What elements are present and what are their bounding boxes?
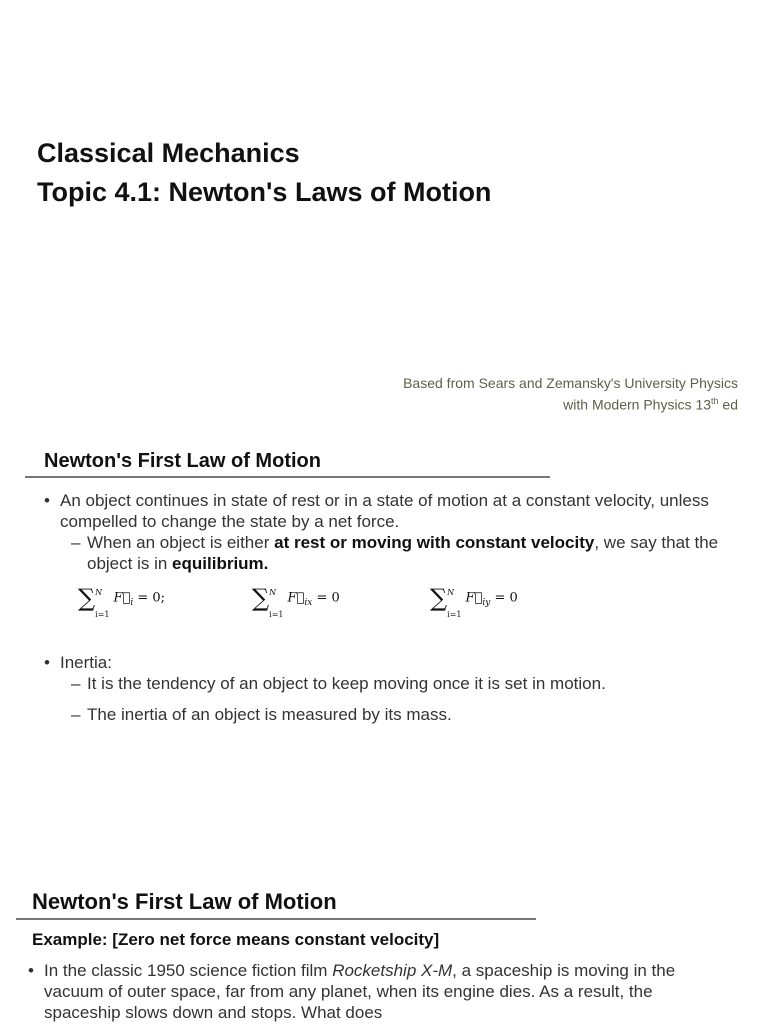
bullet-icon: •: [44, 653, 50, 672]
sum-upper: N: [95, 588, 103, 597]
sub-inertia-mass: [71, 704, 452, 725]
bullet-icon: •: [28, 961, 34, 980]
sub-text: It is the tendency of an object to keep moving once it is set in motion.: [87, 674, 606, 693]
bullet-text-end: , a spaceship is moving in the vacuum of outer space, far from any planet, when its engine dies. As a result, the spaceship slows down and stops. What does: [44, 961, 676, 1022]
credit-text-end: ed: [718, 396, 738, 413]
sum-upper: N: [269, 588, 277, 597]
sum-lower: i=1: [269, 610, 284, 619]
force-subscript: i: [130, 598, 134, 609]
dash-icon: –: [71, 533, 81, 552]
sub-text-mid: , we say that the object is in: [87, 533, 719, 573]
force-vector: F⃗: [465, 590, 483, 606]
sum-lower: i=1: [447, 610, 462, 619]
equilibrium-equation: [252, 584, 340, 619]
force-subscript: iy: [482, 598, 491, 609]
sub-bold-equilibrium: equilibrium.: [172, 554, 269, 573]
credit-line-1: Based from Sears and Zemansky's University Physics: [403, 375, 738, 391]
sub-equilibrium: [71, 532, 747, 574]
dash-icon: –: [71, 674, 81, 693]
sub-bold: at rest or moving with constant velocity: [274, 533, 595, 552]
force-vector: F⃗: [113, 590, 131, 606]
sum-upper: N: [447, 588, 455, 597]
bullet-example: [28, 960, 714, 1023]
bullet-text: An object continues in state of rest or in a state of motion at a constant velocity, unless compelled to change the state by a net force.: [60, 491, 709, 531]
bullet-inertia: [44, 652, 112, 673]
credit-text: with Modern Physics 13: [563, 396, 712, 413]
bullet-icon: •: [44, 491, 50, 510]
equation-rhs: = 0;: [137, 590, 166, 606]
force-vector: F⃗: [287, 590, 305, 606]
example-heading: Example: [Zero net force means constant velocity]: [32, 930, 440, 949]
equation-rhs: = 0: [316, 590, 340, 606]
section2-heading: Newton's First Law of Motion: [32, 889, 337, 914]
equilibrium-equation: [78, 584, 166, 619]
equation-rhs: = 0: [494, 590, 518, 606]
bullet-first-law: [44, 490, 740, 532]
bullet-text: In the classic 1950 science fiction film: [44, 961, 333, 980]
sum-symbol-icon: ∑: [78, 584, 96, 612]
topic-title: Topic 4.1: Newton's Laws of Motion: [37, 177, 492, 207]
sum-symbol-icon: ∑: [430, 584, 448, 612]
sum-lower: i=1: [95, 610, 110, 619]
credit-line-2: [403, 392, 738, 414]
course-title: Classical Mechanics: [37, 138, 300, 168]
source-credit: [403, 374, 738, 414]
divider: [25, 476, 550, 478]
bullet-text: Inertia:: [60, 653, 112, 672]
credit-sup: th: [711, 396, 719, 406]
sub-inertia-tendency: [71, 673, 606, 694]
equilibrium-equation: [430, 584, 518, 619]
sum-symbol-icon: ∑: [252, 584, 270, 612]
divider: [16, 918, 536, 920]
section1-heading: Newton's First Law of Motion: [44, 450, 321, 472]
sub-text: The inertia of an object is measured by its mass.: [87, 705, 452, 724]
sub-text: When an object is either: [87, 533, 275, 552]
dash-icon: –: [71, 705, 81, 724]
force-subscript: ix: [304, 598, 313, 609]
film-title: Rocketship X-M: [332, 961, 453, 980]
